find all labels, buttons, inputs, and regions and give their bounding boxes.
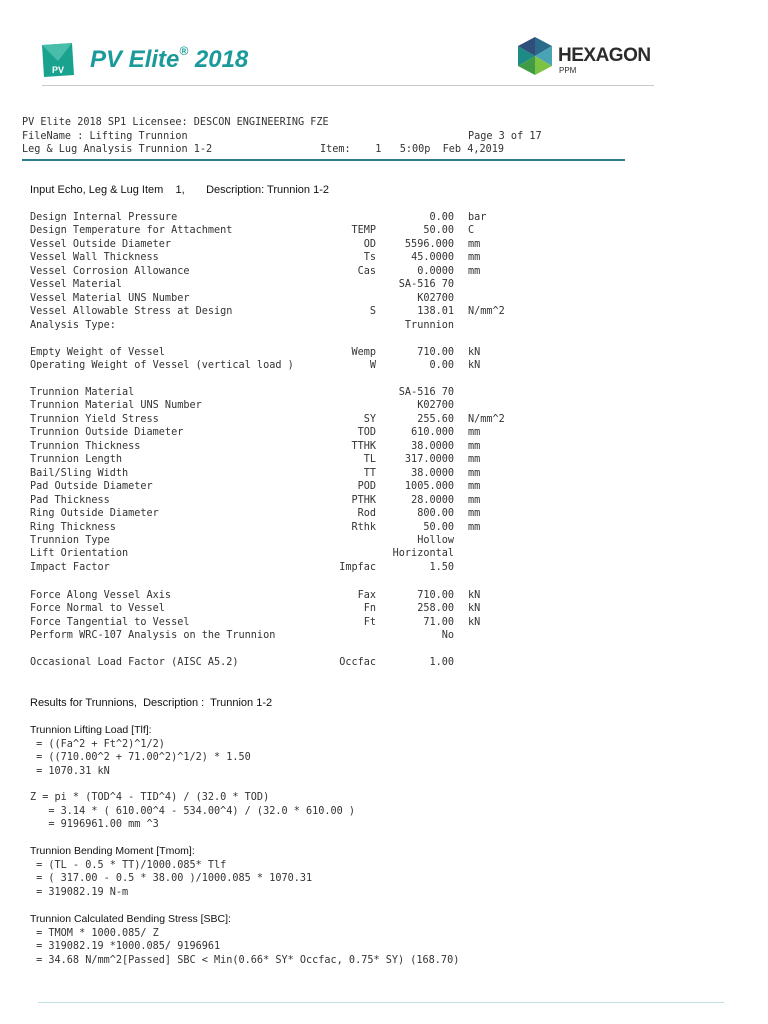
result-title: Trunnion Lifting Load [Tlf]: bbox=[30, 724, 152, 736]
input-row bbox=[0, 278, 768, 292]
input-label: Trunnion Material UNS Number bbox=[30, 400, 202, 412]
input-value: 138.01 bbox=[417, 306, 454, 318]
input-symbol: Impfac bbox=[339, 561, 376, 573]
input-symbol: OD bbox=[363, 238, 376, 250]
input-unit: mm bbox=[468, 427, 481, 439]
input-symbol: PTHK bbox=[351, 494, 376, 506]
input-value: 45.0000 bbox=[411, 252, 454, 264]
input-symbol: Occfac bbox=[339, 657, 376, 668]
header-divider bbox=[42, 85, 654, 86]
input-value: K02700 bbox=[417, 292, 454, 304]
input-label: Analysis Type: bbox=[30, 319, 116, 331]
input-label: Force Tangential to Vessel bbox=[30, 616, 190, 628]
input-unit: kN bbox=[468, 347, 481, 358]
input-value: SA-516 70 bbox=[398, 279, 454, 291]
input-row bbox=[0, 346, 768, 360]
input-value: 317.0000 bbox=[404, 454, 454, 466]
pv-elite-logo-icon bbox=[42, 43, 74, 77]
input-symbol: TTHK bbox=[351, 440, 376, 452]
input-symbol: TT bbox=[363, 467, 376, 479]
input-unit: bar bbox=[468, 212, 487, 223]
input-label: Ring Outside Diameter bbox=[30, 508, 159, 520]
input-symbol: POD bbox=[357, 481, 376, 493]
result-title: Trunnion Bending Moment [Tmom]: bbox=[30, 845, 195, 857]
input-value: No bbox=[441, 630, 454, 642]
input-unit: mm bbox=[468, 481, 481, 493]
input-value: 71.00 bbox=[423, 616, 454, 628]
input-row bbox=[0, 616, 768, 630]
input-row bbox=[0, 211, 768, 225]
result-line: = ((Fa^2 + Ft^2)^1/2) bbox=[30, 738, 165, 750]
result-line: = TMOM * 1000.085/ Z bbox=[30, 927, 159, 939]
input-row bbox=[0, 386, 768, 400]
input-row bbox=[0, 426, 768, 440]
input-unit: mm bbox=[468, 508, 481, 520]
input-value: 0.00 bbox=[429, 360, 454, 372]
result-title: Trunnion Calculated Bending Stress [SBC]: bbox=[30, 913, 231, 925]
input-label: Occasional Load Factor (AISC A5.2) bbox=[30, 657, 239, 668]
result-line: = ( 317.00 - 0.5 * 38.00 )/1000.085 * 1070.31 bbox=[30, 873, 313, 884]
input-label: Vessel Material UNS Number bbox=[30, 292, 190, 304]
input-value: 610.000 bbox=[411, 427, 454, 439]
report-header-rule bbox=[22, 159, 625, 161]
input-value: 38.0000 bbox=[411, 440, 454, 452]
input-label: Design Internal Pressure bbox=[30, 212, 178, 223]
input-symbol: Fn bbox=[363, 603, 376, 615]
input-label: Vessel Wall Thickness bbox=[30, 252, 159, 264]
result-line: = ((710.00^2 + 71.00^2)^1/2) * 1.50 bbox=[30, 752, 251, 763]
input-unit: kN bbox=[468, 603, 481, 615]
input-symbol: S bbox=[369, 306, 376, 318]
page-number: Page 3 of 17 bbox=[468, 130, 542, 142]
input-label: Impact Factor bbox=[30, 561, 110, 573]
result-line: Z = pi * (TOD^4 - TID^4) / (32.0 * TOD) bbox=[30, 792, 270, 803]
input-label: Trunnion Type bbox=[30, 534, 110, 546]
company-subname: PPM bbox=[559, 66, 577, 75]
input-value: 50.00 bbox=[423, 225, 454, 237]
input-unit: kN bbox=[468, 616, 481, 628]
input-value: 0.0000 bbox=[417, 265, 454, 277]
hexagon-logo-icon bbox=[518, 37, 552, 75]
product-title: PV Elite® 2018 bbox=[90, 44, 249, 73]
input-value: 0.00 bbox=[429, 212, 454, 223]
input-label: Vessel Outside Diameter bbox=[30, 238, 172, 250]
input-row bbox=[0, 629, 768, 643]
input-row bbox=[0, 251, 768, 265]
input-value: 710.00 bbox=[417, 590, 454, 601]
input-row bbox=[0, 238, 768, 252]
result-line: = 319082.19 *1000.085/ 9196961 bbox=[30, 941, 221, 952]
input-row bbox=[0, 602, 768, 616]
input-label: Bail/Sling Width bbox=[30, 467, 129, 479]
input-unit: N/mm^2 bbox=[468, 413, 505, 425]
input-row bbox=[0, 413, 768, 427]
input-value: 28.0000 bbox=[411, 494, 454, 506]
input-label: Pad Outside Diameter bbox=[30, 481, 153, 493]
input-row bbox=[0, 547, 768, 561]
input-row bbox=[0, 561, 768, 575]
input-value: 38.0000 bbox=[411, 467, 454, 479]
input-value: Trunnion bbox=[404, 319, 454, 331]
input-value: 710.00 bbox=[417, 347, 454, 358]
input-value: 800.00 bbox=[417, 508, 454, 520]
input-label: Trunnion Material bbox=[30, 387, 135, 398]
input-unit: N/mm^2 bbox=[468, 306, 505, 318]
input-symbol: TOD bbox=[357, 427, 376, 439]
result-line: = 34.68 N/mm^2[Passed] SBC < Min(0.66* SY* Occfac, 0.75* SY) (168.70) bbox=[30, 954, 460, 966]
input-label: Lift Orientation bbox=[30, 548, 129, 560]
input-label: Force Normal to Vessel bbox=[30, 603, 165, 615]
input-label: Trunnion Outside Diameter bbox=[30, 427, 184, 439]
input-value: Hollow bbox=[417, 534, 454, 546]
result-line: = 3.14 * ( 610.00^4 - 534.00^4) / (32.0 * 610.00 ) bbox=[30, 805, 356, 817]
input-row bbox=[0, 359, 768, 373]
input-label: Ring Thickness bbox=[30, 521, 116, 533]
input-symbol: TL bbox=[363, 454, 376, 466]
input-row bbox=[0, 480, 768, 494]
input-unit: mm bbox=[468, 454, 481, 466]
input-value: Horizontal bbox=[392, 548, 454, 560]
input-row bbox=[0, 292, 768, 306]
input-label: Operating Weight of Vessel (vertical load ) bbox=[30, 360, 294, 372]
input-row bbox=[0, 656, 768, 670]
input-label: Empty Weight of Vessel bbox=[30, 347, 165, 358]
input-row bbox=[0, 224, 768, 238]
input-value: 50.00 bbox=[423, 521, 454, 533]
input-value: SA-516 70 bbox=[398, 387, 454, 398]
analysis-title: Leg & Lug Analysis Trunnion 1-2 bbox=[22, 144, 213, 155]
input-symbol: Fax bbox=[357, 590, 376, 601]
input-label: Trunnion Thickness bbox=[30, 440, 141, 452]
filename-line: FileName : Lifting Trunnion bbox=[22, 130, 188, 142]
results-heading: Results for Trunnions, Description : Trunnion 1-2 bbox=[30, 697, 273, 709]
input-symbol: Wemp bbox=[351, 347, 376, 358]
input-unit: mm bbox=[468, 467, 481, 479]
input-symbol: Rod bbox=[357, 508, 376, 520]
input-value: 1.00 bbox=[429, 657, 454, 668]
input-label: Trunnion Yield Stress bbox=[30, 413, 159, 425]
pv-badge-text: PV bbox=[52, 65, 65, 75]
input-symbol: TEMP bbox=[351, 225, 376, 237]
input-symbol: Ts bbox=[363, 252, 376, 264]
input-unit: mm bbox=[468, 521, 481, 533]
input-unit: mm bbox=[468, 494, 481, 506]
result-line: = (TL - 0.5 * TT)/1000.085* Tlf bbox=[30, 859, 227, 871]
input-value: K02700 bbox=[417, 400, 454, 412]
input-symbol: W bbox=[369, 360, 376, 372]
input-row bbox=[0, 507, 768, 521]
input-label: Design Temperature for Attachment bbox=[30, 225, 233, 237]
input-unit: mm bbox=[468, 252, 481, 264]
input-row bbox=[0, 319, 768, 333]
input-symbol: Rthk bbox=[351, 521, 376, 533]
input-unit: mm bbox=[468, 238, 481, 250]
result-line: = 319082.19 N-m bbox=[30, 886, 129, 898]
item-datetime: Item: 1 5:00p Feb 4,2019 bbox=[320, 144, 505, 155]
input-row bbox=[0, 265, 768, 279]
input-unit: kN bbox=[468, 360, 481, 372]
company-name: HEXAGON bbox=[558, 45, 651, 66]
input-value: 5596.000 bbox=[404, 238, 454, 250]
input-row bbox=[0, 305, 768, 319]
licensee-line: PV Elite 2018 SP1 Licensee: DESCON ENGINEERING FZE bbox=[22, 117, 329, 128]
input-row bbox=[0, 467, 768, 481]
input-unit: C bbox=[468, 225, 475, 237]
input-row bbox=[0, 453, 768, 467]
input-row bbox=[0, 589, 768, 603]
input-value: 258.00 bbox=[417, 603, 454, 615]
input-symbol: Cas bbox=[357, 265, 376, 277]
input-unit: mm bbox=[468, 265, 481, 277]
input-label: Vessel Material bbox=[30, 279, 123, 291]
input-row bbox=[0, 440, 768, 454]
input-unit: kN bbox=[468, 590, 481, 601]
input-row bbox=[0, 399, 768, 413]
input-row bbox=[0, 521, 768, 535]
input-echo-heading: Input Echo, Leg & Lug Item 1, Description: Trunnion 1-2 bbox=[30, 184, 329, 196]
input-symbol: Ft bbox=[363, 616, 376, 628]
input-label: Pad Thickness bbox=[30, 494, 110, 506]
input-value: 1.50 bbox=[429, 561, 454, 573]
input-label: Perform WRC-107 Analysis on the Trunnion bbox=[30, 630, 276, 642]
input-label: Force Along Vessel Axis bbox=[30, 590, 172, 601]
result-line: = 1070.31 kN bbox=[30, 765, 110, 777]
input-symbol: SY bbox=[363, 413, 376, 425]
result-line: = 9196961.00 mm ^3 bbox=[30, 819, 159, 830]
input-label: Vessel Allowable Stress at Design bbox=[30, 306, 233, 318]
input-row bbox=[0, 494, 768, 508]
footer-divider bbox=[38, 1002, 724, 1003]
input-row bbox=[0, 534, 768, 548]
input-label: Vessel Corrosion Allowance bbox=[30, 265, 190, 277]
input-value: 1005.000 bbox=[404, 481, 454, 493]
input-value: 255.60 bbox=[417, 413, 454, 425]
input-unit: mm bbox=[468, 440, 481, 452]
input-label: Trunnion Length bbox=[30, 454, 123, 466]
